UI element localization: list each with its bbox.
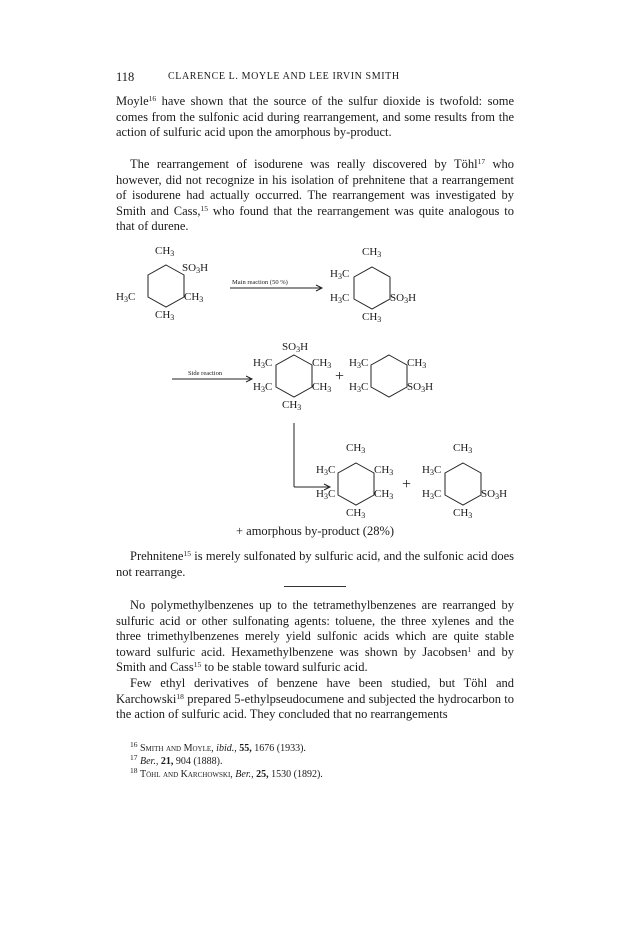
label-ch3: $CH_3$ xyxy=(346,507,366,520)
plus-sign: + xyxy=(335,368,345,385)
footnote-18: $^{18}$ Töhl and Karchowski, Ber., 25, 1530 (1892). xyxy=(130,766,323,780)
paragraph-1 xyxy=(116,94,514,141)
footnote-ref-15[interactable]: 15 xyxy=(193,660,202,670)
p1-lead: Moyle xyxy=(116,94,149,108)
footnote-ref-17[interactable]: 17 xyxy=(477,157,486,166)
section-divider xyxy=(284,586,346,587)
plus-sign: + xyxy=(402,476,412,493)
footnote-ref-16[interactable]: 16 xyxy=(148,94,157,103)
p4-text-c: to be stable toward sulfuric acid. xyxy=(201,660,368,675)
label-ch3: $CH_3$ xyxy=(453,442,473,455)
label-ch3: $CH_3$ xyxy=(453,507,473,520)
paragraph-5 xyxy=(116,676,514,723)
running-head: CLARENCE L. MOYLE AND LEE IRVIN SMITH xyxy=(168,71,400,82)
label-h3c: $H_3C$ xyxy=(253,357,273,370)
label-ch3: $CH_3$ xyxy=(362,311,382,324)
label-so3h: $SO_3H$ xyxy=(182,262,209,275)
label-h3c: $H_3C$ xyxy=(316,488,336,501)
label-h3c: $H_3C$ xyxy=(422,488,442,501)
footnote-ref-1[interactable]: 1 xyxy=(467,644,472,654)
footnote-ref-15[interactable]: 15 xyxy=(183,549,191,558)
footnote-ref-18[interactable]: 18 xyxy=(176,691,184,701)
label-h3c: $H_3C$ xyxy=(349,381,369,394)
footnote-17: $^{17}$ Ber., 21, 904 (1888). xyxy=(130,753,223,767)
label-ch3: $CH_3$ xyxy=(374,464,394,477)
page-number: 118 xyxy=(116,70,135,84)
p5-text-b: prepared 5-ethylpseudocumene and subjected the hydrocarbon to the action of sulfuric acid. They concluded that no rearrangements xyxy=(116,691,514,722)
p2-text-b: who however, did not recognize in his isolation of prehnitene that a rearrangement of isodurene had actually occurred. The rearrangement was investigated by Smith and Cass, xyxy=(116,157,515,218)
label-ch3: $CH_3$ xyxy=(362,246,382,259)
label-so3h: $SO_3H$ xyxy=(407,381,434,394)
label-h3c: $H_3C$ xyxy=(330,292,350,305)
label-so3h: $SO_3H$ xyxy=(282,341,309,354)
footnote-16: $^{16}$ Smith and Moyle, ibid., 55, 1676 (1933). xyxy=(130,740,306,754)
label-h3c: $H_3C$ xyxy=(422,464,442,477)
p4-text-b: and by Smith and Cass xyxy=(116,644,514,675)
label-h3c: $H_3C$ xyxy=(316,464,336,477)
p4-text-a: No polymethylbenzenes up to the tetramethylbenzenes are rearranged by sulfuric acid or other sulfonating agents: toluene, the three xylenes and the three trimethylbenzenes merely yield sulfonic acids which are quite stable toward sulfuric acid. Hexamethylbenzene was shown by Jacobsen xyxy=(116,598,514,659)
p2-text-c: who found that the rearrangement was quite analogous to that of durene. xyxy=(116,203,514,234)
p5-text-a: Few ethyl derivatives of benzene have been studied, but Töhl and Karchowski xyxy=(116,676,514,706)
label-h3c: $H_3C$ xyxy=(349,357,369,370)
label-h3c: $H_3C$ xyxy=(116,291,136,304)
label-ch3: $CH_3$ xyxy=(155,245,175,258)
p3-text-a: Prehnitene xyxy=(130,549,184,563)
reaction-caption: + amorphous by-product (28%) xyxy=(235,524,395,538)
label-so3h: $SO_3H$ xyxy=(390,292,417,305)
p1-text: have shown that the source of the sulfur dioxide is twofold: some comes from the sulfonic acid during rearrangement, and some results from the action of sulfuric acid upon the amorphous by-product. xyxy=(116,94,514,140)
p3-text-b: is merely sulfonated by sulfuric acid, and the sulfonic acid does not rearrange. xyxy=(116,549,514,579)
reaction-scheme xyxy=(110,241,520,523)
label-ch3: $CH_3$ xyxy=(155,309,175,322)
paragraph-3 xyxy=(116,549,514,580)
label-ch3: $CH_3$ xyxy=(407,357,427,370)
paragraph-4 xyxy=(116,598,514,676)
label-ch3: $CH_3$ xyxy=(312,357,332,370)
label-ch3: $CH_3$ xyxy=(312,381,332,394)
label-ch3: $CH_3$ xyxy=(282,399,302,412)
page-header xyxy=(116,70,516,86)
paragraph-2 xyxy=(116,157,514,235)
label-ch3: $CH_3$ xyxy=(346,442,366,455)
footnotes xyxy=(130,742,510,781)
label-h3c: $H_3C$ xyxy=(253,381,273,394)
label-ch3: $CH_3$ xyxy=(184,291,204,304)
label-ch3: $CH_3$ xyxy=(374,488,394,501)
label-h3c: $H_3C$ xyxy=(330,268,350,281)
footnote-ref-15[interactable]: 15 xyxy=(200,203,208,213)
side-reaction-label: Side reaction xyxy=(188,370,223,377)
p2-text-a: The rearrangement of isodurene was really discovered by Töhl xyxy=(130,157,478,171)
label-so3h: $SO_3H$ xyxy=(481,488,508,501)
main-reaction-label: Main reaction (50 %) xyxy=(232,279,288,286)
